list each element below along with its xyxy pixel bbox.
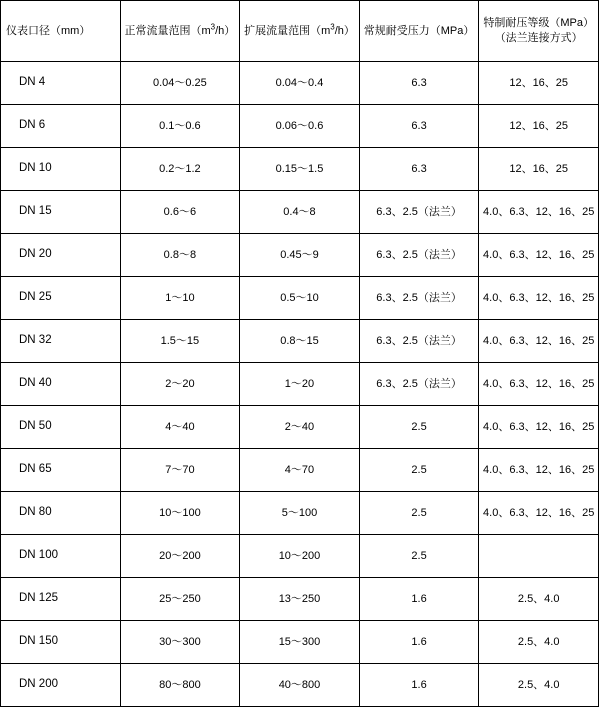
- table-row: [1, 363, 599, 406]
- table-row: [1, 664, 599, 707]
- cell-special-pressure: [479, 535, 599, 578]
- cell-standard-pressure: 2.5: [359, 492, 479, 535]
- cell-diameter: DN 40: [1, 363, 121, 406]
- cell-extended-flow: 4～70: [240, 449, 360, 492]
- table-row: [1, 320, 599, 363]
- header-cell-standard-pressure: 常规耐受压力（MPa）: [359, 1, 479, 62]
- cell-diameter: DN 25: [1, 277, 121, 320]
- cell-extended-flow: 40～800: [240, 664, 360, 707]
- cell-normal-flow: 10～100: [120, 492, 240, 535]
- cell-normal-flow: 7～70: [120, 449, 240, 492]
- cell-diameter: DN 6: [1, 105, 121, 148]
- cell-extended-flow: 0.8～15: [240, 320, 360, 363]
- header-cell-extended-flow-range: 扩展流量范围$(m^3/h)$: [240, 1, 360, 62]
- cell-special-pressure: 4.0、6.3、12、16、25: [479, 320, 599, 363]
- cell-diameter: DN 15: [1, 191, 121, 234]
- table-row: [1, 492, 599, 535]
- cell-diameter: DN 100: [1, 535, 121, 578]
- table-row: [1, 62, 599, 105]
- header-cell-special-pressure: 特制耐压等级（MPa）（法兰连接方式）: [479, 1, 599, 62]
- cell-standard-pressure: 6.3、2.5（法兰）: [359, 234, 479, 277]
- cell-special-pressure: 2.5、4.0: [479, 578, 599, 621]
- cell-extended-flow: 0.06～0.6: [240, 105, 360, 148]
- cell-diameter: DN 32: [1, 320, 121, 363]
- cell-normal-flow: 2～20: [120, 363, 240, 406]
- cell-extended-flow: 0.15～1.5: [240, 148, 360, 191]
- cell-extended-flow: 13～250: [240, 578, 360, 621]
- cell-standard-pressure: 1.6: [359, 578, 479, 621]
- table-row: [1, 105, 599, 148]
- table-row: [1, 406, 599, 449]
- table-row: [1, 535, 599, 578]
- cell-special-pressure: 4.0、6.3、12、16、25: [479, 234, 599, 277]
- cell-diameter: DN 150: [1, 621, 121, 664]
- cell-normal-flow: 1～10: [120, 277, 240, 320]
- cell-standard-pressure: 6.3、2.5（法兰）: [359, 320, 479, 363]
- cell-extended-flow: 1～20: [240, 363, 360, 406]
- cell-extended-flow: 2～40: [240, 406, 360, 449]
- cell-special-pressure: 12、16、25: [479, 105, 599, 148]
- cell-standard-pressure: 2.5: [359, 406, 479, 449]
- cell-normal-flow: 30～300: [120, 621, 240, 664]
- cell-normal-flow: 4～40: [120, 406, 240, 449]
- cell-standard-pressure: 6.3、2.5（法兰）: [359, 191, 479, 234]
- cell-special-pressure: 4.0、6.3、12、16、25: [479, 406, 599, 449]
- cell-diameter: DN 200: [1, 664, 121, 707]
- cell-special-pressure: 4.0、6.3、12、16、25: [479, 449, 599, 492]
- cell-special-pressure: 12、16、25: [479, 62, 599, 105]
- cell-standard-pressure: 6.3: [359, 62, 479, 105]
- cell-standard-pressure: 6.3、2.5（法兰）: [359, 363, 479, 406]
- table-row: [1, 191, 599, 234]
- cell-special-pressure: 4.0、6.3、12、16、25: [479, 277, 599, 320]
- cell-diameter: DN 20: [1, 234, 121, 277]
- table-row: [1, 621, 599, 664]
- cell-extended-flow: 10～200: [240, 535, 360, 578]
- cell-standard-pressure: 2.5: [359, 449, 479, 492]
- cell-diameter: DN 4: [1, 62, 121, 105]
- cell-normal-flow: 80～800: [120, 664, 240, 707]
- cell-normal-flow: 0.04～0.25: [120, 62, 240, 105]
- cell-standard-pressure: 1.6: [359, 664, 479, 707]
- cell-diameter: DN 10: [1, 148, 121, 191]
- cell-standard-pressure: 6.3: [359, 148, 479, 191]
- table-header-row: [1, 1, 599, 62]
- cell-standard-pressure: 1.6: [359, 621, 479, 664]
- table-header: [1, 1, 599, 62]
- superscript: 3: [210, 21, 216, 31]
- header-cell-normal-flow-range: 正常流量范围$(m^3/h)$: [120, 1, 240, 62]
- cell-extended-flow: 5～100: [240, 492, 360, 535]
- cell-normal-flow: 1.5～15: [120, 320, 240, 363]
- cell-normal-flow: 0.2～1.2: [120, 148, 240, 191]
- cell-extended-flow: 0.5～10: [240, 277, 360, 320]
- table-row: [1, 148, 599, 191]
- cell-extended-flow: 0.04～0.4: [240, 62, 360, 105]
- table-row: [1, 277, 599, 320]
- cell-special-pressure: 2.5、4.0: [479, 664, 599, 707]
- cell-standard-pressure: 6.3: [359, 105, 479, 148]
- cell-standard-pressure: 6.3、2.5（法兰）: [359, 277, 479, 320]
- cell-diameter: DN 125: [1, 578, 121, 621]
- header-cell-diameter: 仪表口径（mm）: [1, 1, 121, 62]
- cell-special-pressure: 2.5、4.0: [479, 621, 599, 664]
- cell-normal-flow: 0.8～8: [120, 234, 240, 277]
- cell-normal-flow: 20～200: [120, 535, 240, 578]
- cell-normal-flow: 25～250: [120, 578, 240, 621]
- cell-extended-flow: 0.45～9: [240, 234, 360, 277]
- cell-standard-pressure: 2.5: [359, 535, 479, 578]
- cell-special-pressure: 4.0、6.3、12、16、25: [479, 191, 599, 234]
- table-row: [1, 578, 599, 621]
- table-body: [1, 62, 599, 707]
- cell-normal-flow: 0.6～6: [120, 191, 240, 234]
- cell-special-pressure: 12、16、25: [479, 148, 599, 191]
- table-row: [1, 449, 599, 492]
- cell-extended-flow: 0.4～8: [240, 191, 360, 234]
- cell-extended-flow: 15～300: [240, 621, 360, 664]
- cell-normal-flow: 0.1～0.6: [120, 105, 240, 148]
- cell-diameter: DN 80: [1, 492, 121, 535]
- cell-special-pressure: 4.0、6.3、12、16、25: [479, 492, 599, 535]
- superscript: 3: [330, 21, 335, 31]
- cell-diameter: DN 65: [1, 449, 121, 492]
- cell-diameter: DN 50: [1, 406, 121, 449]
- table-row: [1, 234, 599, 277]
- cell-special-pressure: 4.0、6.3、12、16、25: [479, 363, 599, 406]
